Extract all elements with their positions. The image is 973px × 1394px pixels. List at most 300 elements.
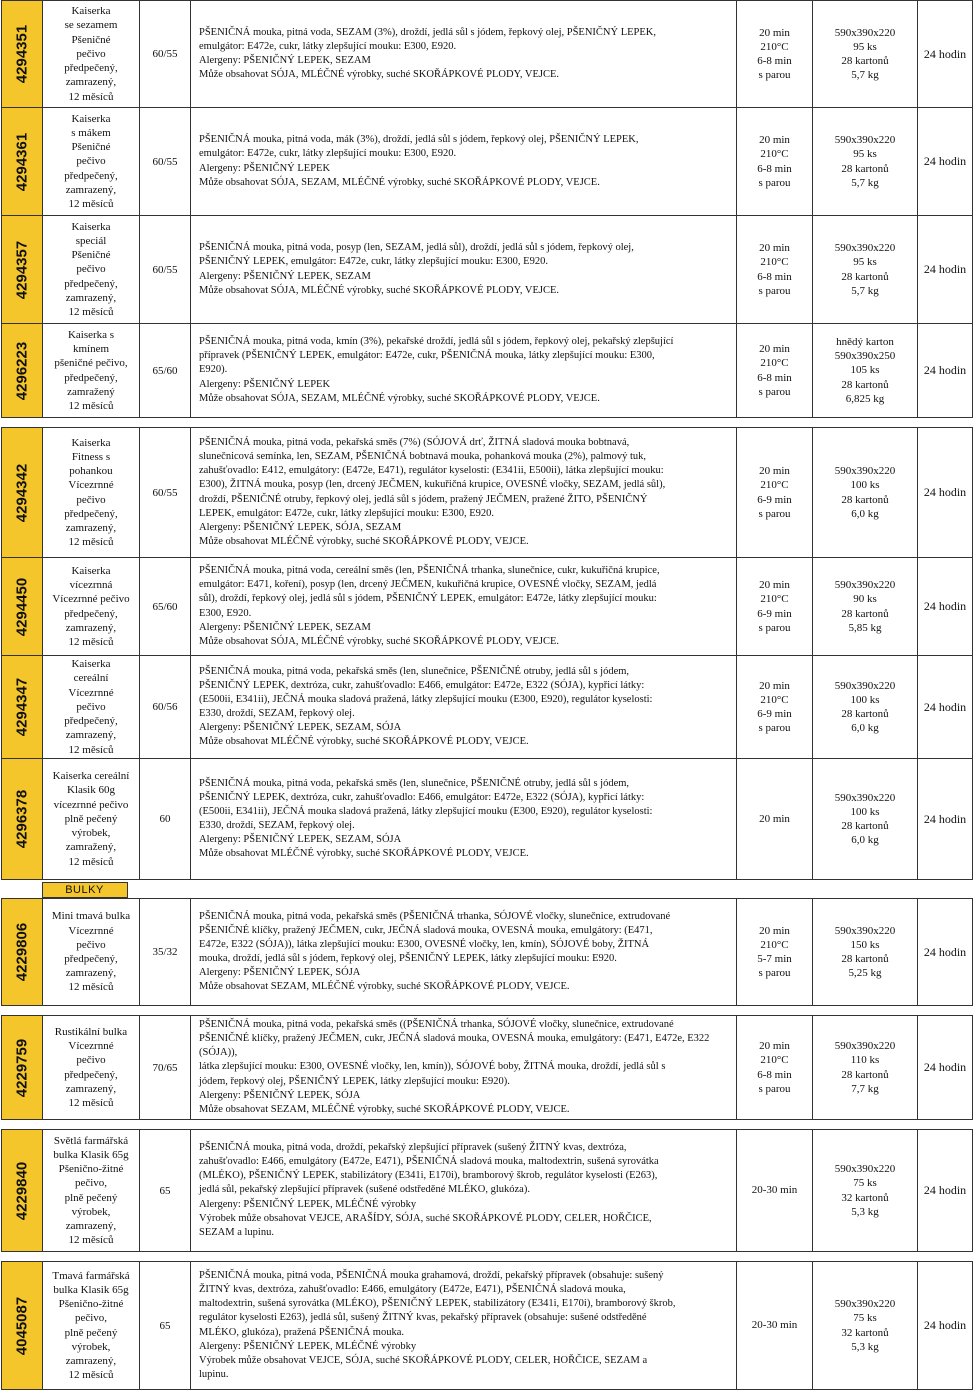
product-name-line: 12 měsíců	[68, 536, 114, 549]
baking-line: 6-8 min	[757, 162, 792, 175]
table-row	[2, 108, 973, 216]
product-name-cell	[43, 428, 140, 558]
packaging-line: 590x390x220	[834, 242, 896, 255]
product-weight: 60/55	[140, 1, 191, 108]
thaw-time: 24 hodin	[918, 656, 973, 759]
baking-line: 6-9 min	[757, 493, 792, 506]
baking-line: s parou	[758, 284, 791, 297]
ingredients-cell	[191, 558, 737, 656]
packaging-line: 105 ks	[850, 364, 880, 377]
baking-line: 20-30 min	[751, 1319, 798, 1332]
product-name-line: 12 měsíců	[68, 1096, 114, 1109]
baking-line: s parou	[758, 69, 791, 82]
product-name-line: zamrazený,	[65, 521, 117, 534]
product-code-cell	[2, 324, 43, 418]
packaging-line: 28 kartonů	[841, 378, 889, 391]
product-name-line: pečivo	[76, 47, 106, 60]
product-code: 4229840	[13, 1161, 31, 1220]
baking-line: 5-7 min	[757, 953, 792, 965]
product-name-cell	[43, 1, 140, 108]
baking-line: 20 min	[759, 812, 790, 825]
product-name-line: vícezrnné pečivo	[53, 798, 129, 811]
product-name-line: Tmavá farmářská	[52, 1269, 130, 1282]
ingredients-line: Může obsahovat MLÉČNÉ výrobky, suché SKOŘÁPKOVÉ PLODY, VEJCE.	[199, 848, 529, 860]
packaging-line: 28 kartonů	[841, 607, 889, 620]
baking-line: 210°C	[760, 40, 789, 53]
ingredients-line: emulgátor: E472e, cukr, látky zlepšující mouku: E300, E920.	[199, 148, 457, 160]
ingredients-line: Alergeny: PŠENIČNÝ LEPEK, SEZAM, SÓJA	[199, 834, 402, 846]
product-name-line: s mákem	[71, 126, 111, 139]
ingredients-line: Alergeny: PŠENIČNÝ LEPEK, SEZAM	[199, 55, 371, 66]
ingredients-line: Výrobek může obsahovat VEJCE, SÓJA, suché SKOŘÁPKOVÉ PLODY, CELER, HOŘČICE, SEZAM a	[199, 1354, 648, 1366]
product-code-cell	[2, 216, 43, 324]
ingredients-cell	[191, 1262, 737, 1390]
table-row	[2, 558, 973, 656]
packaging-line: 6,0 kg	[851, 834, 879, 847]
baking-line: 6-9 min	[757, 708, 792, 720]
packaging-line: 28 kartonů	[841, 493, 889, 506]
product-name-line: zamrazený,	[65, 729, 117, 742]
ingredients-line: (MLÉKO), PŠENIČNÝ LEPEK, stabilizátory (E341i, E170i), bramborový škrob, regulátor kyselosti (E263),	[199, 1170, 658, 1182]
baking-instructions-cell	[737, 759, 813, 880]
baking-instructions-cell	[737, 1, 813, 108]
product-name-cell	[43, 1016, 140, 1120]
baking-line: 210°C	[760, 479, 789, 492]
ingredients-line: SEZAM a lupinu.	[199, 1226, 274, 1238]
baking-instructions-cell	[737, 558, 813, 656]
packaging-line: 75 ks	[853, 1312, 877, 1325]
product-weight: 65/60	[140, 324, 191, 418]
product-name-line: pečivo,	[74, 1177, 108, 1190]
section-label: BULKY	[42, 882, 128, 898]
product-name-cell	[43, 216, 140, 324]
product-name-line: bulka Klasik 65g	[53, 1283, 129, 1296]
ingredients-cell	[191, 656, 737, 759]
ingredients-line: zahušťovadlo: E412, emulgátory: (E472e, E471), regulátor kyselosti: (E341ii, E500ii), látka zlepšující mouku:	[199, 465, 664, 477]
baking-line: 210°C	[760, 593, 789, 606]
product-name-line: Kaiserka s	[67, 328, 115, 341]
ingredients-line: PŠENIČNÁ mouka, pitná voda, cereální směs (len, PŠENIČNÁ trhanka, slunečnice, cukr, kukuřičná krupice,	[199, 565, 660, 577]
ingredients-cell	[191, 324, 737, 418]
baking-instructions-cell	[737, 1130, 813, 1252]
product-name-line: Fitness s	[71, 450, 111, 463]
thaw-time: 24 hodin	[918, 108, 973, 216]
product-table-body	[2, 1, 973, 1390]
ingredients-line: E300), ŽITNÁ mouka, posyp (len, drcený JEČMEN, kukuřičná krupice, OVESNÉ vločky, SEZAM, jedlá sůl),	[199, 479, 666, 491]
row-gap-cell	[2, 1120, 973, 1130]
baking-line: 210°C	[760, 938, 789, 951]
product-weight: 35/32	[140, 899, 191, 1006]
packaging-cell	[813, 108, 918, 216]
product-name-cell	[43, 558, 140, 656]
product-name-line: výrobek,	[71, 1340, 111, 1353]
ingredients-line: regulátor kyselosti E263), jedlá sůl, sušený ŽITNÝ kvas, pekařský přípravek (obsahuje: sušené odstředěné	[199, 1312, 647, 1324]
product-name-line: Kaiserka	[71, 436, 111, 449]
table-row	[2, 324, 973, 418]
ingredients-cell	[191, 759, 737, 880]
product-name-line: 12 měsíců	[68, 306, 114, 318]
product-name-line: Vícezrnné	[68, 1040, 114, 1053]
baking-line: 20 min	[759, 579, 790, 592]
packaging-line: 5,85 kg	[848, 621, 882, 634]
product-name-line: 12 měsíců	[68, 635, 114, 648]
packaging-line: 95 ks	[853, 148, 877, 161]
ingredients-line: PŠENIČNÝ LEPEK, dextróza, cukr, zahušťovadlo: E466, emulgátor: E472e, E322 (SÓJA), kypřicí látky:	[199, 791, 645, 803]
ingredients-line: Alergeny: PŠENIČNÝ LEPEK	[199, 378, 331, 390]
baking-instructions-cell	[737, 216, 813, 324]
packaging-line: 5,7 kg	[851, 284, 879, 297]
packaging-line: 32 kartonů	[841, 1191, 889, 1204]
ingredients-line: PŠENIČNÁ mouka, pitná voda, pekařská směs ((PŠENIČNÁ trhanka, SÓJOVÉ vločky, slunečnice, extrudované	[199, 1019, 674, 1031]
product-name-line: 12 měsíců	[68, 855, 114, 868]
packaging-line: 6,0 kg	[851, 507, 879, 520]
product-code: 4294361	[13, 132, 31, 191]
product-code-cell	[2, 899, 43, 1006]
product-name-line: předpečený,	[64, 953, 118, 965]
ingredients-cell	[191, 1, 737, 108]
ingredients-line: PŠENIČNÁ mouka, pitná voda, mák (3%), droždí, jedlá sůl s jódem, řepkový olej, PŠENIČNÝ LEPEK,	[199, 134, 639, 146]
ingredients-line: PŠENIČNÁ mouka, pitná voda, pekařská směs (len, slunečnice, PŠENIČNÉ otruby, jedlá sůl s jódem,	[199, 777, 630, 789]
ingredients-line: Alergeny: PŠENIČNÝ LEPEK, SÓJA	[199, 967, 361, 979]
ingredients-line: PŠENIČNÉ klíčky, pražený JEČMEN, cukr, JEČNÁ sladová mouka, OVESNÁ mouka, emulgátory: (E471,	[199, 924, 653, 936]
thaw-time: 24 hodin	[918, 1262, 973, 1390]
baking-instructions-cell	[737, 656, 813, 759]
packaging-line: 100 ks	[850, 805, 880, 818]
baking-line: s parou	[758, 621, 791, 634]
product-name-line: předpečený,	[64, 62, 118, 75]
ingredients-line: látka zlepšující mouku: E300, OVESNÉ vločky, len, kmín)), SÓJOVÉ boby, ŽITNÁ mouka, droždí, jedlá sůl s	[199, 1061, 666, 1073]
table-row	[2, 1, 973, 108]
row-gap	[2, 1120, 973, 1130]
product-name-line: zamrazený,	[65, 76, 117, 89]
baking-line: 210°C	[760, 256, 789, 269]
product-weight: 60/56	[140, 656, 191, 759]
product-name-cell	[43, 656, 140, 759]
baking-instructions-cell	[737, 428, 813, 558]
baking-line: 20 min	[759, 134, 790, 147]
packaging-line: 590x390x220	[834, 465, 896, 478]
packaging-line: 28 kartonů	[841, 270, 889, 283]
product-name-line: předpečený,	[64, 1068, 118, 1081]
ingredients-line: PŠENIČNÁ mouka, pitná voda, pekařská směs (PŠENIČNÁ trhanka, SÓJOVÉ vločky, slunečnice, extrudované	[199, 910, 671, 922]
ingredients-line: Může obsahovat SEZAM, MLÉČNÉ výrobky, suché SKOŘÁPKOVÉ PLODY, VEJCE.	[199, 981, 570, 993]
table-row	[2, 899, 973, 1006]
product-name-line: předpečený,	[64, 169, 118, 182]
packaging-line: 150 ks	[850, 938, 880, 951]
thaw-time: 24 hodin	[918, 759, 973, 880]
packaging-line: 6,825 kg	[845, 392, 885, 405]
baking-line: 6-9 min	[757, 607, 792, 620]
baking-line: 6-8 min	[757, 371, 792, 384]
packaging-line: 100 ks	[850, 479, 880, 492]
product-name-line: kmínem	[72, 343, 110, 356]
product-name-line: Klasik 60g	[67, 784, 115, 797]
product-name-line: předpečený,	[64, 371, 118, 384]
product-name-line: zamrazený,	[65, 621, 117, 634]
product-name-line: předpečený,	[64, 507, 118, 520]
ingredients-line: emulgátor: E471, koření), posyp (len, drcený JEČMEN, kukuřičná krupice, OVESNÉ vločky, SEZAM, jedlá	[199, 579, 657, 591]
row-gap-cell	[2, 1006, 973, 1016]
ingredients-line: PŠENIČNÁ mouka, pitná voda, droždí, pekařský zlepšující přípravek (sušený ŽITNÝ kvas, dextróza,	[199, 1142, 627, 1154]
packaging-line: 5,3 kg	[851, 1340, 879, 1353]
product-name-line: Světlá farmářská	[53, 1134, 129, 1147]
baking-line: 6-8 min	[757, 1068, 792, 1081]
ingredients-line: Alergeny: PŠENIČNÝ LEPEK, SEZAM, SÓJA	[199, 722, 402, 734]
product-name-line: Pšenično-žitné	[58, 1298, 124, 1311]
baking-line: 20 min	[759, 26, 790, 39]
product-name-line: Mini tmavá bulka	[51, 910, 131, 923]
baking-line: s parou	[758, 1082, 791, 1095]
product-weight: 60	[140, 759, 191, 880]
packaging-line: 28 kartonů	[841, 708, 889, 720]
ingredients-line: Výrobek může obsahovat VEJCE, ARAŠÍDY, SÓJA, suché SKOŘÁPKOVÉ PLODY, CELER, HOŘČICE,	[199, 1212, 652, 1224]
ingredients-line: Alergeny: PŠENIČNÝ LEPEK, SÓJA	[199, 1089, 361, 1101]
product-name-line: plně pečený	[64, 812, 118, 825]
row-gap-cell	[2, 418, 973, 428]
product-code: 4296378	[13, 789, 31, 849]
product-name-line: zamrazený,	[65, 291, 117, 304]
ingredients-line: E330, droždí, SEZAM, řepkový olej.	[199, 708, 355, 719]
ingredients-cell	[191, 899, 737, 1006]
packaging-line: 28 kartonů	[841, 1068, 889, 1081]
packaging-cell	[813, 1, 918, 108]
product-code-cell	[2, 1130, 43, 1252]
packaging-line: 590x390x220	[834, 791, 896, 804]
row-gap	[2, 1006, 973, 1016]
product-name-line: pečivo	[76, 155, 106, 168]
table-row	[2, 1130, 973, 1252]
ingredients-line: slunečnicová semínka, len, SEZAM, PŠENIČNÁ bobtnavá mouka, pohanková mouka (2%), palmový tuk,	[199, 451, 647, 463]
product-name-line: Kaiserka	[71, 112, 111, 125]
table-row	[2, 1262, 973, 1390]
ingredients-line: jódem, řepkový olej, PŠENIČNÝ LEPEK, látky zlepšující mouku: E920).	[199, 1075, 510, 1087]
baking-line: 210°C	[760, 693, 789, 706]
thaw-time: 24 hodin	[918, 899, 973, 1006]
product-name-line: Kaiserka	[71, 220, 111, 233]
baking-line: 6-8 min	[757, 55, 792, 67]
packaging-cell	[813, 759, 918, 880]
packaging-line: 95 ks	[853, 256, 877, 269]
ingredients-line: E330, droždí, SEZAM, řepkový olej.	[199, 820, 355, 831]
product-name-line: speciál	[75, 234, 107, 247]
product-name-line: zamrazený,	[65, 1082, 117, 1095]
ingredients-line: PŠENIČNÁ mouka, pitná voda, PŠENIČNÁ mouka grahamová, droždí, pekařský přípravek (obsahuje: sušený	[199, 1270, 664, 1282]
ingredients-line: (E500ii, E341ii), JEČNÁ mouka sladová pražená, látky zlepšující mouku (E300, E920), regulátor kyselosti:	[199, 805, 653, 817]
packaging-line: 90 ks	[853, 593, 877, 606]
product-code-cell	[2, 656, 43, 759]
packaging-cell	[813, 558, 918, 656]
ingredients-line: emulgátor: E472e, cukr, látky zlepšující mouku: E300, E920.	[199, 40, 457, 52]
ingredients-line: Alergeny: PŠENIČNÝ LEPEK, SEZAM	[199, 621, 371, 633]
section-header-row	[2, 880, 973, 899]
ingredients-line: Může obsahovat SÓJA, MLÉČNÉ výrobky, suché SKOŘÁPKOVÉ PLODY, VEJCE.	[199, 635, 560, 647]
packaging-line: 6,0 kg	[851, 722, 879, 735]
packaging-line: 590x390x220	[834, 1163, 896, 1176]
baking-line: s parou	[758, 507, 791, 520]
product-name-line: 12 měsíců	[68, 743, 114, 756]
product-name-line: Pšenično-žitné	[58, 1163, 124, 1176]
packaging-cell	[813, 656, 918, 759]
packaging-cell	[813, 216, 918, 324]
product-code-cell	[2, 1016, 43, 1120]
product-name-line: 12 měsíců	[68, 1234, 114, 1247]
product-name-line: pečivo	[76, 493, 106, 506]
ingredients-line: PŠENIČNÉ klíčky, pražený JEČMEN, cukr, JEČNÁ sladová mouka, OVESNÁ mouka, emulgátory: (E471, E472e, E322 (SÓJA)),	[199, 1033, 710, 1059]
product-name-line: výrobek,	[71, 827, 111, 840]
product-weight: 65	[140, 1130, 191, 1252]
product-table	[1, 0, 973, 1390]
packaging-line: 5,7 kg	[851, 69, 879, 82]
product-name-line: cereální	[73, 672, 109, 685]
packaging-line: 590x390x220	[834, 679, 896, 692]
product-name-line: předpečený,	[64, 277, 118, 290]
packaging-line: 100 ks	[850, 693, 880, 706]
product-name-line: zamrazený,	[65, 1219, 117, 1232]
product-name-line: 12 měsíců	[68, 981, 114, 994]
row-gap	[2, 418, 973, 428]
table-row	[2, 656, 973, 759]
ingredients-line: Alergeny: PŠENIČNÝ LEPEK, MLÉČNÉ výrobky	[199, 1340, 417, 1352]
ingredients-line: jedlá sůl, pekařský zlepšující přípravek (sušené odstředěné MLÉKO, glukóza).	[199, 1184, 530, 1196]
product-name-cell	[43, 899, 140, 1006]
ingredients-line: (E500ii, E341ii), JEČNÁ mouka sladová pražená, látky zlepšující mouku (E300, E920), regulátor kyselosti:	[199, 693, 653, 705]
product-name-line: zamrazený,	[65, 183, 117, 196]
baking-line: s parou	[758, 385, 791, 398]
product-name-cell	[43, 324, 140, 418]
packaging-cell	[813, 428, 918, 558]
product-code: 4229806	[13, 922, 31, 982]
product-name-line: zamražený	[67, 385, 115, 398]
product-name-line: pečivo,	[74, 1312, 108, 1325]
thaw-time: 24 hodin	[918, 428, 973, 558]
packaging-cell	[813, 1016, 918, 1120]
ingredients-cell	[191, 1016, 737, 1120]
packaging-line: 95 ks	[853, 40, 877, 53]
ingredients-line: PŠENIČNÁ mouka, pitná voda, pekařská směs (len, slunečnice, PŠENIČNÉ otruby, jedlá sůl s jódem,	[199, 665, 630, 677]
product-code: 4045087	[13, 1296, 31, 1355]
baking-line: 20 min	[759, 242, 790, 255]
ingredients-line: přípravek (PŠENIČNÝ LEPEK, emulgátor: E472e, cukr, PŠENIČNÁ mouka, látky zlepšující mouku: E300,	[199, 350, 655, 362]
ingredients-line: MLÉKO, glukóza), pražená PŠENIČNÁ mouka.	[199, 1326, 404, 1338]
product-weight: 60/55	[140, 108, 191, 216]
product-name-line: zamražený,	[65, 841, 117, 854]
thaw-time: 24 hodin	[918, 1, 973, 108]
packaging-line: 5,7 kg	[851, 176, 879, 189]
product-name-line: Rustikální bulka	[54, 1025, 128, 1038]
product-name-line: pečivo	[76, 700, 106, 713]
product-name-line: předpečený,	[64, 715, 118, 728]
ingredients-line: mouka, droždí, jedlá sůl s jódem, řepkový olej, PŠENIČNÝ LEPEK, látky zlepšující mouku: E920.	[199, 953, 617, 964]
baking-instructions-cell	[737, 899, 813, 1006]
packaging-line: 590x390x250	[834, 350, 896, 363]
baking-instructions-cell	[737, 324, 813, 418]
thaw-time: 24 hodin	[918, 558, 973, 656]
packaging-line: 28 kartonů	[841, 162, 889, 175]
ingredients-line: E920).	[199, 364, 228, 376]
packaging-line: 32 kartonů	[841, 1326, 889, 1339]
product-name-line: pečivo	[76, 1054, 106, 1067]
packaging-cell	[813, 1130, 918, 1252]
product-name-line: Vícezrnné	[68, 686, 114, 699]
baking-line: 20 min	[759, 924, 790, 937]
product-name-line: 12 měsíců	[68, 1369, 114, 1382]
baking-line: 20 min	[759, 679, 790, 692]
product-name-line: plně pečený	[64, 1191, 118, 1204]
product-code: 4294351	[13, 24, 31, 84]
packaging-line: 5,3 kg	[851, 1205, 879, 1218]
product-name-line: Kaiserka	[71, 658, 111, 671]
product-code-cell	[2, 1, 43, 108]
thaw-time: 24 hodin	[918, 1130, 973, 1252]
packaging-cell	[813, 1262, 918, 1390]
product-code-cell	[2, 108, 43, 216]
product-name-line: Pšeničné	[71, 33, 111, 46]
baking-line: 20-30 min	[751, 1184, 798, 1197]
baking-line: s parou	[758, 967, 791, 980]
product-name-line: pečivo	[76, 263, 106, 276]
product-name-cell	[43, 759, 140, 880]
ingredients-line: E300, E920.	[199, 607, 252, 619]
packaging-line: 590x390x220	[834, 1040, 896, 1053]
ingredients-line: lupinu.	[199, 1368, 229, 1380]
ingredients-line: Může obsahovat SEZAM, MLÉČNÉ výrobky, suché SKOŘÁPKOVÉ PLODY, VEJCE.	[199, 1103, 570, 1115]
product-name-line: Vícezrnné	[68, 479, 114, 492]
product-code: 4294347	[13, 677, 31, 737]
product-code: 4294450	[13, 577, 31, 636]
ingredients-line: Alergeny: PŠENIČNÝ LEPEK, SEZAM	[199, 270, 371, 282]
ingredients-line: PŠENIČNÁ mouka, pitná voda, SEZAM (3%), droždí, jedlá sůl s jódem, řepkový olej, PŠENIČNÝ LEPEK,	[199, 26, 656, 38]
baking-line: s parou	[758, 722, 791, 735]
baking-line: 210°C	[760, 148, 789, 161]
packaging-cell	[813, 324, 918, 418]
ingredients-line: LEPEK, emulgátor: E472e, cukr, látky zlepšující mouku: E300, E920.	[199, 507, 494, 519]
packaging-line: 590x390x220	[834, 924, 896, 937]
thaw-time: 24 hodin	[918, 324, 973, 418]
product-code-cell	[2, 1262, 43, 1390]
packaging-line: 110 ks	[850, 1054, 880, 1067]
product-weight: 65/60	[140, 558, 191, 656]
ingredients-line: Alergeny: PŠENIČNÝ LEPEK, SÓJA, SEZAM	[199, 521, 402, 533]
thaw-time: 24 hodin	[918, 216, 973, 324]
product-name-line: plně pečený	[64, 1326, 118, 1339]
product-name-cell	[43, 1262, 140, 1390]
baking-line: 20 min	[759, 343, 790, 356]
baking-line: 210°C	[760, 357, 789, 370]
product-code-cell	[2, 428, 43, 558]
product-name-line: Pšeničné	[71, 249, 111, 262]
baking-line: 20 min	[759, 1040, 790, 1053]
ingredients-cell	[191, 108, 737, 216]
product-name-line: pečivo	[76, 938, 106, 951]
product-code: 4294357	[13, 240, 31, 299]
product-code: 4294342	[13, 463, 31, 522]
packaging-line: 590x390x220	[834, 134, 896, 147]
product-name-line: Vícezrnné pečivo	[52, 593, 130, 606]
ingredients-line: maltodextrin, sušená syrovátka (MLÉKO), PŠENIČNÝ LEPEK, stabilizátory (E341i, E170i), bramborový škrob,	[199, 1298, 676, 1310]
product-code-cell	[2, 759, 43, 880]
ingredients-line: zahušťovadlo: E466, emulgátory (E472e, E471), PŠENIČNÁ sladová mouka, maltodextrin, sušená syrovátka	[199, 1156, 659, 1168]
packaging-line: 5,25 kg	[848, 967, 882, 980]
packaging-line: 7,7 kg	[851, 1082, 879, 1095]
product-name-line: vícezrnná	[69, 579, 113, 592]
product-name-cell	[43, 1130, 140, 1252]
product-weight: 60/55	[140, 428, 191, 558]
ingredients-line: PŠENIČNÁ mouka, pitná voda, pekařská směs (7%) (SÓJOVÁ drť, ŽITNÁ sladová mouka bobtnavá,	[199, 437, 630, 449]
ingredients-line: Může obsahovat MLÉČNÉ výrobky, suché SKOŘÁPKOVÉ PLODY, VEJCE.	[199, 736, 529, 748]
ingredients-line: PŠENIČNÁ mouka, pitná voda, posyp (len, SEZAM, jedlá sůl), droždí, jedlá sůl s jódem, řepkový olej,	[199, 242, 634, 254]
ingredients-line: PŠENIČNÁ mouka, pitná voda, kmín (3%), pekařské droždí, jedlá sůl s jódem, řepkový olej, pekařský zlepšující	[199, 336, 674, 348]
ingredients-line: E472e, E322 (SÓJA)), látka zlepšující mouku: E300, OVESNÉ vločky, len, kmín), SÓJOVÉ boby, ŽITNÁ	[199, 938, 650, 950]
